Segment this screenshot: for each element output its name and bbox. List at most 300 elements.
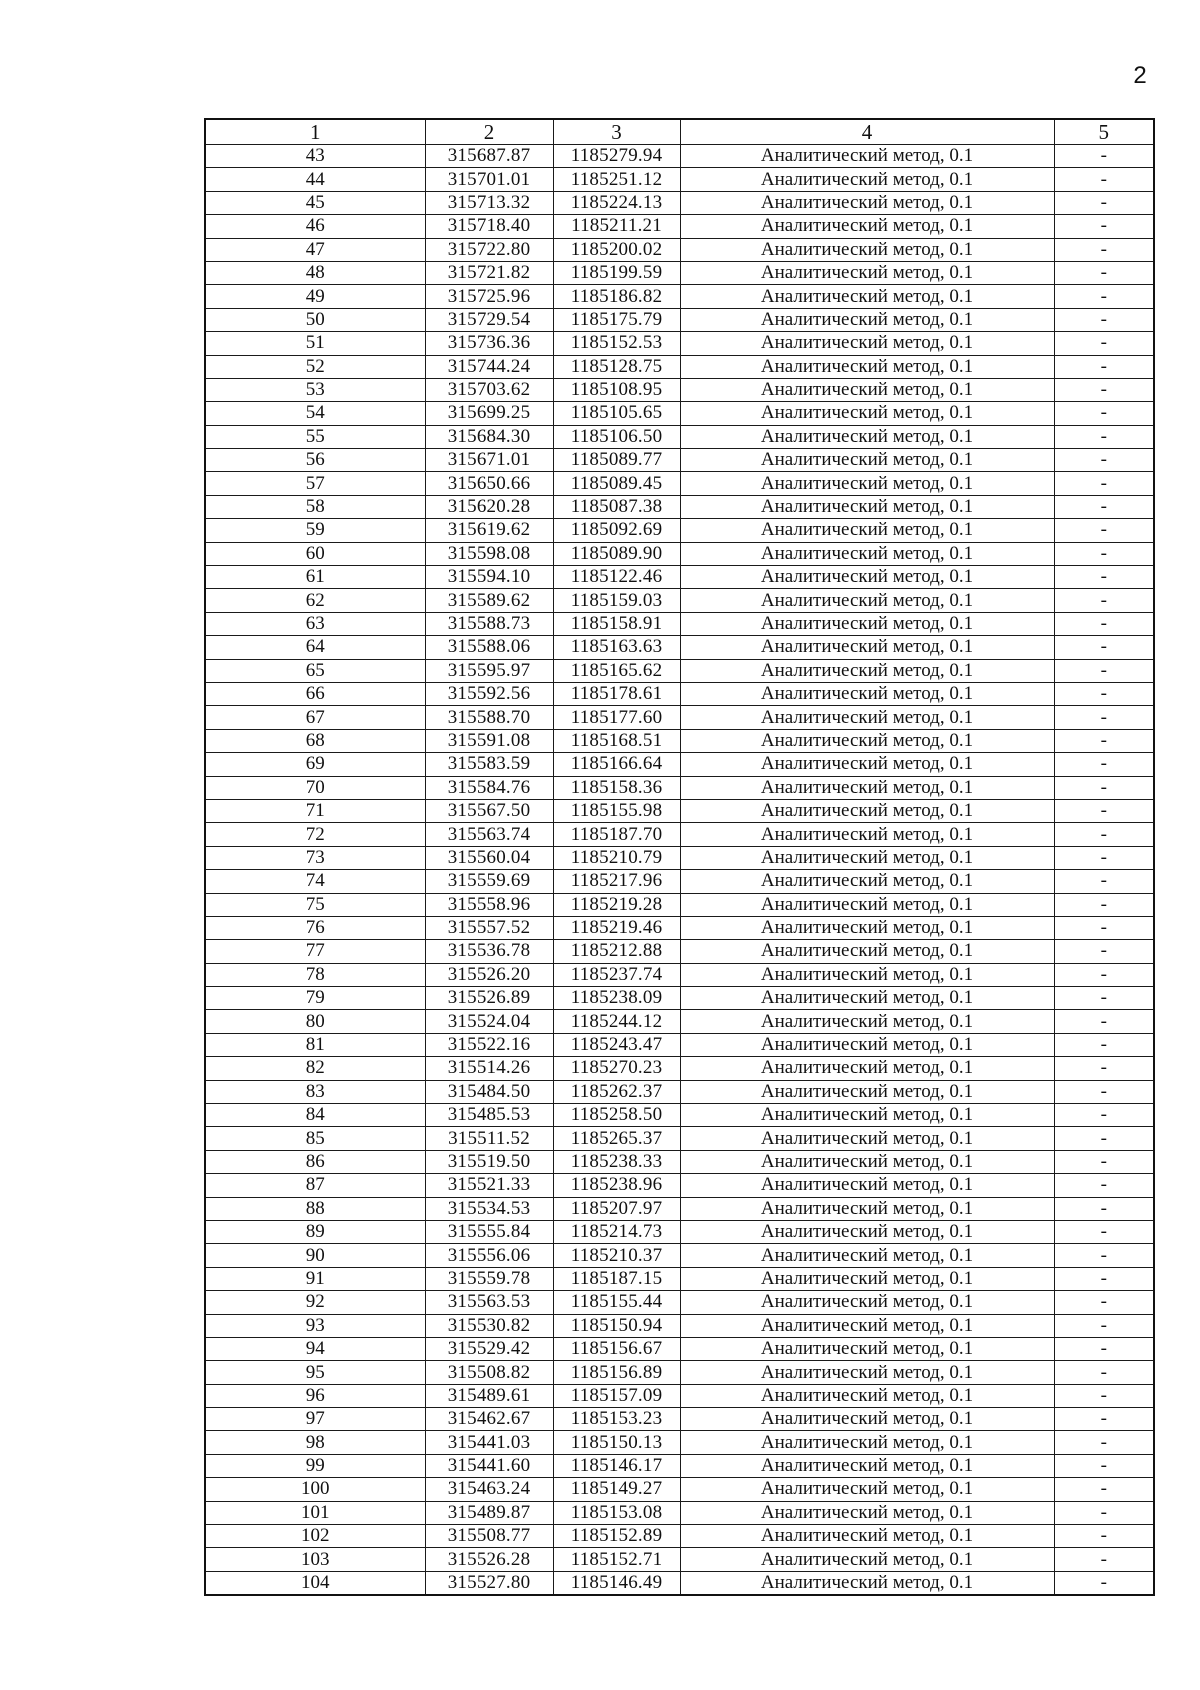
note-cell: - (1054, 729, 1154, 752)
y-coordinate-cell: 1185105.65 (553, 402, 680, 425)
table-row (205, 238, 1154, 261)
note-cell: - (1054, 1571, 1154, 1595)
x-coordinate-cell: 315484.50 (425, 1080, 553, 1103)
table-body (205, 145, 1154, 1596)
note-cell: - (1054, 1478, 1154, 1501)
table-row (205, 1291, 1154, 1314)
note-cell: - (1054, 1361, 1154, 1384)
point-number-cell: 98 (205, 1431, 425, 1454)
method-cell: Аналитический метод, 0.1 (680, 449, 1054, 472)
y-coordinate-cell: 1185279.94 (553, 145, 680, 168)
x-coordinate-cell: 315563.74 (425, 823, 553, 846)
x-coordinate-cell: 315588.06 (425, 636, 553, 659)
method-cell: Аналитический метод, 0.1 (680, 1244, 1054, 1267)
note-cell: - (1054, 987, 1154, 1010)
table-row (205, 402, 1154, 425)
note-cell: - (1054, 215, 1154, 238)
point-number-cell: 87 (205, 1174, 425, 1197)
y-coordinate-cell: 1185187.15 (553, 1267, 680, 1290)
table-row (205, 1384, 1154, 1407)
y-coordinate-cell: 1185156.89 (553, 1361, 680, 1384)
method-cell: Аналитический метод, 0.1 (680, 1431, 1054, 1454)
table-row (205, 893, 1154, 916)
x-coordinate-cell: 315718.40 (425, 215, 553, 238)
note-cell: - (1054, 823, 1154, 846)
point-number-cell: 46 (205, 215, 425, 238)
note-cell: - (1054, 1033, 1154, 1056)
point-number-cell: 52 (205, 355, 425, 378)
method-cell: Аналитический метод, 0.1 (680, 916, 1054, 939)
method-cell: Аналитический метод, 0.1 (680, 145, 1054, 168)
note-cell: - (1054, 776, 1154, 799)
y-coordinate-cell: 1185207.97 (553, 1197, 680, 1220)
point-number-cell: 65 (205, 659, 425, 682)
method-cell: Аналитический метод, 0.1 (680, 1571, 1054, 1595)
x-coordinate-cell: 315729.54 (425, 308, 553, 331)
table-row (205, 472, 1154, 495)
method-cell: Аналитический метод, 0.1 (680, 1104, 1054, 1127)
y-coordinate-cell: 1185089.45 (553, 472, 680, 495)
table-row (205, 1478, 1154, 1501)
x-coordinate-cell: 315526.28 (425, 1548, 553, 1571)
method-cell: Аналитический метод, 0.1 (680, 1337, 1054, 1360)
method-cell: Аналитический метод, 0.1 (680, 472, 1054, 495)
x-coordinate-cell: 315744.24 (425, 355, 553, 378)
y-coordinate-cell: 1185157.09 (553, 1384, 680, 1407)
note-cell: - (1054, 1150, 1154, 1173)
x-coordinate-cell: 315556.06 (425, 1244, 553, 1267)
table-row (205, 332, 1154, 355)
x-coordinate-cell: 315521.33 (425, 1174, 553, 1197)
y-coordinate-cell: 1185243.47 (553, 1033, 680, 1056)
point-number-cell: 76 (205, 916, 425, 939)
note-cell: - (1054, 589, 1154, 612)
note-cell: - (1054, 472, 1154, 495)
method-cell: Аналитический метод, 0.1 (680, 1291, 1054, 1314)
coordinates-table (204, 118, 1155, 1596)
table-row (205, 729, 1154, 752)
method-cell: Аналитический метод, 0.1 (680, 846, 1054, 869)
y-coordinate-cell: 1185146.17 (553, 1454, 680, 1477)
point-number-cell: 90 (205, 1244, 425, 1267)
point-number-cell: 43 (205, 145, 425, 168)
point-number-cell: 97 (205, 1408, 425, 1431)
table-row (205, 191, 1154, 214)
note-cell: - (1054, 612, 1154, 635)
column-header-2: 2 (425, 119, 553, 145)
point-number-cell: 68 (205, 729, 425, 752)
point-number-cell: 70 (205, 776, 425, 799)
table-row (205, 1220, 1154, 1243)
table-row (205, 449, 1154, 472)
point-number-cell: 89 (205, 1220, 425, 1243)
y-coordinate-cell: 1185258.50 (553, 1104, 680, 1127)
table-row (205, 1033, 1154, 1056)
point-number-cell: 56 (205, 449, 425, 472)
point-number-cell: 51 (205, 332, 425, 355)
table-row (205, 1337, 1154, 1360)
y-coordinate-cell: 1185108.95 (553, 378, 680, 401)
y-coordinate-cell: 1185155.44 (553, 1291, 680, 1314)
note-cell: - (1054, 1525, 1154, 1548)
point-number-cell: 86 (205, 1150, 425, 1173)
y-coordinate-cell: 1185166.64 (553, 753, 680, 776)
method-cell: Аналитический метод, 0.1 (680, 1314, 1054, 1337)
x-coordinate-cell: 315619.62 (425, 519, 553, 542)
point-number-cell: 54 (205, 402, 425, 425)
point-number-cell: 94 (205, 1337, 425, 1360)
table-row (205, 425, 1154, 448)
note-cell: - (1054, 1127, 1154, 1150)
y-coordinate-cell: 1185122.46 (553, 566, 680, 589)
note-cell: - (1054, 168, 1154, 191)
point-number-cell: 101 (205, 1501, 425, 1524)
x-coordinate-cell: 315536.78 (425, 940, 553, 963)
x-coordinate-cell: 315530.82 (425, 1314, 553, 1337)
y-coordinate-cell: 1185187.70 (553, 823, 680, 846)
note-cell: - (1054, 1104, 1154, 1127)
y-coordinate-cell: 1185178.61 (553, 682, 680, 705)
table-row (205, 495, 1154, 518)
x-coordinate-cell: 315555.84 (425, 1220, 553, 1243)
method-cell: Аналитический метод, 0.1 (680, 1033, 1054, 1056)
note-cell: - (1054, 870, 1154, 893)
x-coordinate-cell: 315534.53 (425, 1197, 553, 1220)
table-row (205, 916, 1154, 939)
point-number-cell: 91 (205, 1267, 425, 1290)
note-cell: - (1054, 1548, 1154, 1571)
x-coordinate-cell: 315722.80 (425, 238, 553, 261)
method-cell: Аналитический метод, 0.1 (680, 589, 1054, 612)
point-number-cell: 71 (205, 799, 425, 822)
note-cell: - (1054, 542, 1154, 565)
method-cell: Аналитический метод, 0.1 (680, 1150, 1054, 1173)
point-number-cell: 45 (205, 191, 425, 214)
note-cell: - (1054, 1431, 1154, 1454)
y-coordinate-cell: 1185106.50 (553, 425, 680, 448)
table-row (205, 1267, 1154, 1290)
table-row (205, 1127, 1154, 1150)
method-cell: Аналитический метод, 0.1 (680, 215, 1054, 238)
y-coordinate-cell: 1185089.90 (553, 542, 680, 565)
table-row (205, 1244, 1154, 1267)
method-cell: Аналитический метод, 0.1 (680, 1197, 1054, 1220)
point-number-cell: 50 (205, 308, 425, 331)
note-cell: - (1054, 1080, 1154, 1103)
method-cell: Аналитический метод, 0.1 (680, 191, 1054, 214)
table-row (205, 1197, 1154, 1220)
y-coordinate-cell: 1185210.37 (553, 1244, 680, 1267)
x-coordinate-cell: 315594.10 (425, 566, 553, 589)
method-cell: Аналитический метод, 0.1 (680, 238, 1054, 261)
point-number-cell: 80 (205, 1010, 425, 1033)
x-coordinate-cell: 315588.70 (425, 706, 553, 729)
method-cell: Аналитический метод, 0.1 (680, 519, 1054, 542)
table-row (205, 940, 1154, 963)
x-coordinate-cell: 315701.01 (425, 168, 553, 191)
point-number-cell: 48 (205, 261, 425, 284)
y-coordinate-cell: 1185237.74 (553, 963, 680, 986)
method-cell: Аналитический метод, 0.1 (680, 870, 1054, 893)
x-coordinate-cell: 315598.08 (425, 542, 553, 565)
y-coordinate-cell: 1185163.63 (553, 636, 680, 659)
point-number-cell: 69 (205, 753, 425, 776)
table-row (205, 566, 1154, 589)
method-cell: Аналитический метод, 0.1 (680, 1408, 1054, 1431)
table-row (205, 753, 1154, 776)
point-number-cell: 104 (205, 1571, 425, 1595)
y-coordinate-cell: 1185089.77 (553, 449, 680, 472)
table-row (205, 1080, 1154, 1103)
note-cell: - (1054, 799, 1154, 822)
y-coordinate-cell: 1185150.94 (553, 1314, 680, 1337)
y-coordinate-cell: 1185262.37 (553, 1080, 680, 1103)
point-number-cell: 95 (205, 1361, 425, 1384)
point-number-cell: 99 (205, 1454, 425, 1477)
note-cell: - (1054, 940, 1154, 963)
note-cell: - (1054, 659, 1154, 682)
method-cell: Аналитический метод, 0.1 (680, 261, 1054, 284)
y-coordinate-cell: 1185251.12 (553, 168, 680, 191)
table-row (205, 1548, 1154, 1571)
table-header (205, 119, 1154, 145)
note-cell: - (1054, 355, 1154, 378)
x-coordinate-cell: 315588.73 (425, 612, 553, 635)
table-row (205, 1174, 1154, 1197)
point-number-cell: 67 (205, 706, 425, 729)
table-row (205, 1361, 1154, 1384)
note-cell: - (1054, 425, 1154, 448)
x-coordinate-cell: 315463.24 (425, 1478, 553, 1501)
y-coordinate-cell: 1185186.82 (553, 285, 680, 308)
y-coordinate-cell: 1185146.49 (553, 1571, 680, 1595)
y-coordinate-cell: 1185128.75 (553, 355, 680, 378)
note-cell: - (1054, 566, 1154, 589)
note-cell: - (1054, 285, 1154, 308)
y-coordinate-cell: 1185244.12 (553, 1010, 680, 1033)
x-coordinate-cell: 315526.20 (425, 963, 553, 986)
table-row (205, 1314, 1154, 1337)
y-coordinate-cell: 1185224.13 (553, 191, 680, 214)
point-number-cell: 78 (205, 963, 425, 986)
method-cell: Аналитический метод, 0.1 (680, 1548, 1054, 1571)
table-row (205, 659, 1154, 682)
point-number-cell: 57 (205, 472, 425, 495)
table-row (205, 1431, 1154, 1454)
table-row (205, 261, 1154, 284)
method-cell: Аналитический метод, 0.1 (680, 542, 1054, 565)
method-cell: Аналитический метод, 0.1 (680, 612, 1054, 635)
table-row (205, 823, 1154, 846)
x-coordinate-cell: 315699.25 (425, 402, 553, 425)
method-cell: Аналитический метод, 0.1 (680, 1361, 1054, 1384)
table-row (205, 682, 1154, 705)
x-coordinate-cell: 315725.96 (425, 285, 553, 308)
y-coordinate-cell: 1185158.91 (553, 612, 680, 635)
y-coordinate-cell: 1185219.46 (553, 916, 680, 939)
x-coordinate-cell: 315563.53 (425, 1291, 553, 1314)
note-cell: - (1054, 706, 1154, 729)
table-row (205, 355, 1154, 378)
method-cell: Аналитический метод, 0.1 (680, 659, 1054, 682)
x-coordinate-cell: 315620.28 (425, 495, 553, 518)
point-number-cell: 62 (205, 589, 425, 612)
table-row (205, 1150, 1154, 1173)
table-row (205, 870, 1154, 893)
y-coordinate-cell: 1185153.23 (553, 1408, 680, 1431)
point-number-cell: 96 (205, 1384, 425, 1407)
y-coordinate-cell: 1185270.23 (553, 1057, 680, 1080)
note-cell: - (1054, 753, 1154, 776)
y-coordinate-cell: 1185210.79 (553, 846, 680, 869)
method-cell: Аналитический метод, 0.1 (680, 168, 1054, 191)
y-coordinate-cell: 1185155.98 (553, 799, 680, 822)
point-number-cell: 88 (205, 1197, 425, 1220)
note-cell: - (1054, 1220, 1154, 1243)
point-number-cell: 61 (205, 566, 425, 589)
method-cell: Аналитический метод, 0.1 (680, 1384, 1054, 1407)
note-cell: - (1054, 1454, 1154, 1477)
x-coordinate-cell: 315687.87 (425, 145, 553, 168)
note-cell: - (1054, 1384, 1154, 1407)
point-number-cell: 58 (205, 495, 425, 518)
y-coordinate-cell: 1185177.60 (553, 706, 680, 729)
method-cell: Аналитический метод, 0.1 (680, 1454, 1054, 1477)
point-number-cell: 44 (205, 168, 425, 191)
column-header-5: 5 (1054, 119, 1154, 145)
y-coordinate-cell: 1185092.69 (553, 519, 680, 542)
y-coordinate-cell: 1185219.28 (553, 893, 680, 916)
note-cell: - (1054, 1314, 1154, 1337)
table-row (205, 519, 1154, 542)
y-coordinate-cell: 1185152.89 (553, 1525, 680, 1548)
x-coordinate-cell: 315529.42 (425, 1337, 553, 1360)
y-coordinate-cell: 1185217.96 (553, 870, 680, 893)
point-number-cell: 84 (205, 1104, 425, 1127)
x-coordinate-cell: 315559.78 (425, 1267, 553, 1290)
y-coordinate-cell: 1185168.51 (553, 729, 680, 752)
y-coordinate-cell: 1185158.36 (553, 776, 680, 799)
table-row (205, 378, 1154, 401)
y-coordinate-cell: 1185156.67 (553, 1337, 680, 1360)
table-row (205, 1501, 1154, 1524)
method-cell: Аналитический метод, 0.1 (680, 1501, 1054, 1524)
x-coordinate-cell: 315584.76 (425, 776, 553, 799)
y-coordinate-cell: 1185238.96 (553, 1174, 680, 1197)
table-row (205, 1525, 1154, 1548)
note-cell: - (1054, 449, 1154, 472)
note-cell: - (1054, 402, 1154, 425)
x-coordinate-cell: 315557.52 (425, 916, 553, 939)
table-row (205, 846, 1154, 869)
note-cell: - (1054, 1291, 1154, 1314)
x-coordinate-cell: 315522.16 (425, 1033, 553, 1056)
y-coordinate-cell: 1185087.38 (553, 495, 680, 518)
header-row (205, 119, 1154, 145)
method-cell: Аналитический метод, 0.1 (680, 566, 1054, 589)
table-row (205, 636, 1154, 659)
x-coordinate-cell: 315524.04 (425, 1010, 553, 1033)
x-coordinate-cell: 315559.69 (425, 870, 553, 893)
point-number-cell: 93 (205, 1314, 425, 1337)
point-number-cell: 72 (205, 823, 425, 846)
table-row (205, 776, 1154, 799)
point-number-cell: 55 (205, 425, 425, 448)
note-cell: - (1054, 1408, 1154, 1431)
table-row (205, 168, 1154, 191)
note-cell: - (1054, 308, 1154, 331)
x-coordinate-cell: 315489.61 (425, 1384, 553, 1407)
note-cell: - (1054, 1337, 1154, 1360)
point-number-cell: 77 (205, 940, 425, 963)
method-cell: Аналитический метод, 0.1 (680, 425, 1054, 448)
y-coordinate-cell: 1185152.53 (553, 332, 680, 355)
point-number-cell: 64 (205, 636, 425, 659)
note-cell: - (1054, 519, 1154, 542)
point-number-cell: 85 (205, 1127, 425, 1150)
x-coordinate-cell: 315514.26 (425, 1057, 553, 1080)
x-coordinate-cell: 315592.56 (425, 682, 553, 705)
x-coordinate-cell: 315560.04 (425, 846, 553, 869)
table-row (205, 799, 1154, 822)
x-coordinate-cell: 315650.66 (425, 472, 553, 495)
note-cell: - (1054, 378, 1154, 401)
point-number-cell: 53 (205, 378, 425, 401)
note-cell: - (1054, 682, 1154, 705)
x-coordinate-cell: 315589.62 (425, 589, 553, 612)
method-cell: Аналитический метод, 0.1 (680, 799, 1054, 822)
table-row (205, 1408, 1154, 1431)
method-cell: Аналитический метод, 0.1 (680, 1478, 1054, 1501)
y-coordinate-cell: 1185165.62 (553, 659, 680, 682)
table-row (205, 987, 1154, 1010)
note-cell: - (1054, 261, 1154, 284)
method-cell: Аналитический метод, 0.1 (680, 1525, 1054, 1548)
table-row (205, 589, 1154, 612)
table-row (205, 145, 1154, 168)
x-coordinate-cell: 315526.89 (425, 987, 553, 1010)
note-cell: - (1054, 636, 1154, 659)
table-row (205, 285, 1154, 308)
method-cell: Аналитический метод, 0.1 (680, 1010, 1054, 1033)
method-cell: Аналитический метод, 0.1 (680, 1267, 1054, 1290)
method-cell: Аналитический метод, 0.1 (680, 1220, 1054, 1243)
method-cell: Аналитический метод, 0.1 (680, 1080, 1054, 1103)
table-row (205, 1010, 1154, 1033)
method-cell: Аналитический метод, 0.1 (680, 1174, 1054, 1197)
y-coordinate-cell: 1185152.71 (553, 1548, 680, 1571)
x-coordinate-cell: 315736.36 (425, 332, 553, 355)
x-coordinate-cell: 315713.32 (425, 191, 553, 214)
table-row (205, 542, 1154, 565)
method-cell: Аналитический метод, 0.1 (680, 987, 1054, 1010)
method-cell: Аналитический метод, 0.1 (680, 378, 1054, 401)
method-cell: Аналитический метод, 0.1 (680, 1057, 1054, 1080)
table-row (205, 612, 1154, 635)
point-number-cell: 73 (205, 846, 425, 869)
method-cell: Аналитический метод, 0.1 (680, 682, 1054, 705)
note-cell: - (1054, 238, 1154, 261)
y-coordinate-cell: 1185149.27 (553, 1478, 680, 1501)
point-number-cell: 74 (205, 870, 425, 893)
method-cell: Аналитический метод, 0.1 (680, 495, 1054, 518)
y-coordinate-cell: 1185150.13 (553, 1431, 680, 1454)
note-cell: - (1054, 495, 1154, 518)
x-coordinate-cell: 315527.80 (425, 1571, 553, 1595)
table-row (205, 1454, 1154, 1477)
note-cell: - (1054, 191, 1154, 214)
method-cell: Аналитический метод, 0.1 (680, 1127, 1054, 1150)
